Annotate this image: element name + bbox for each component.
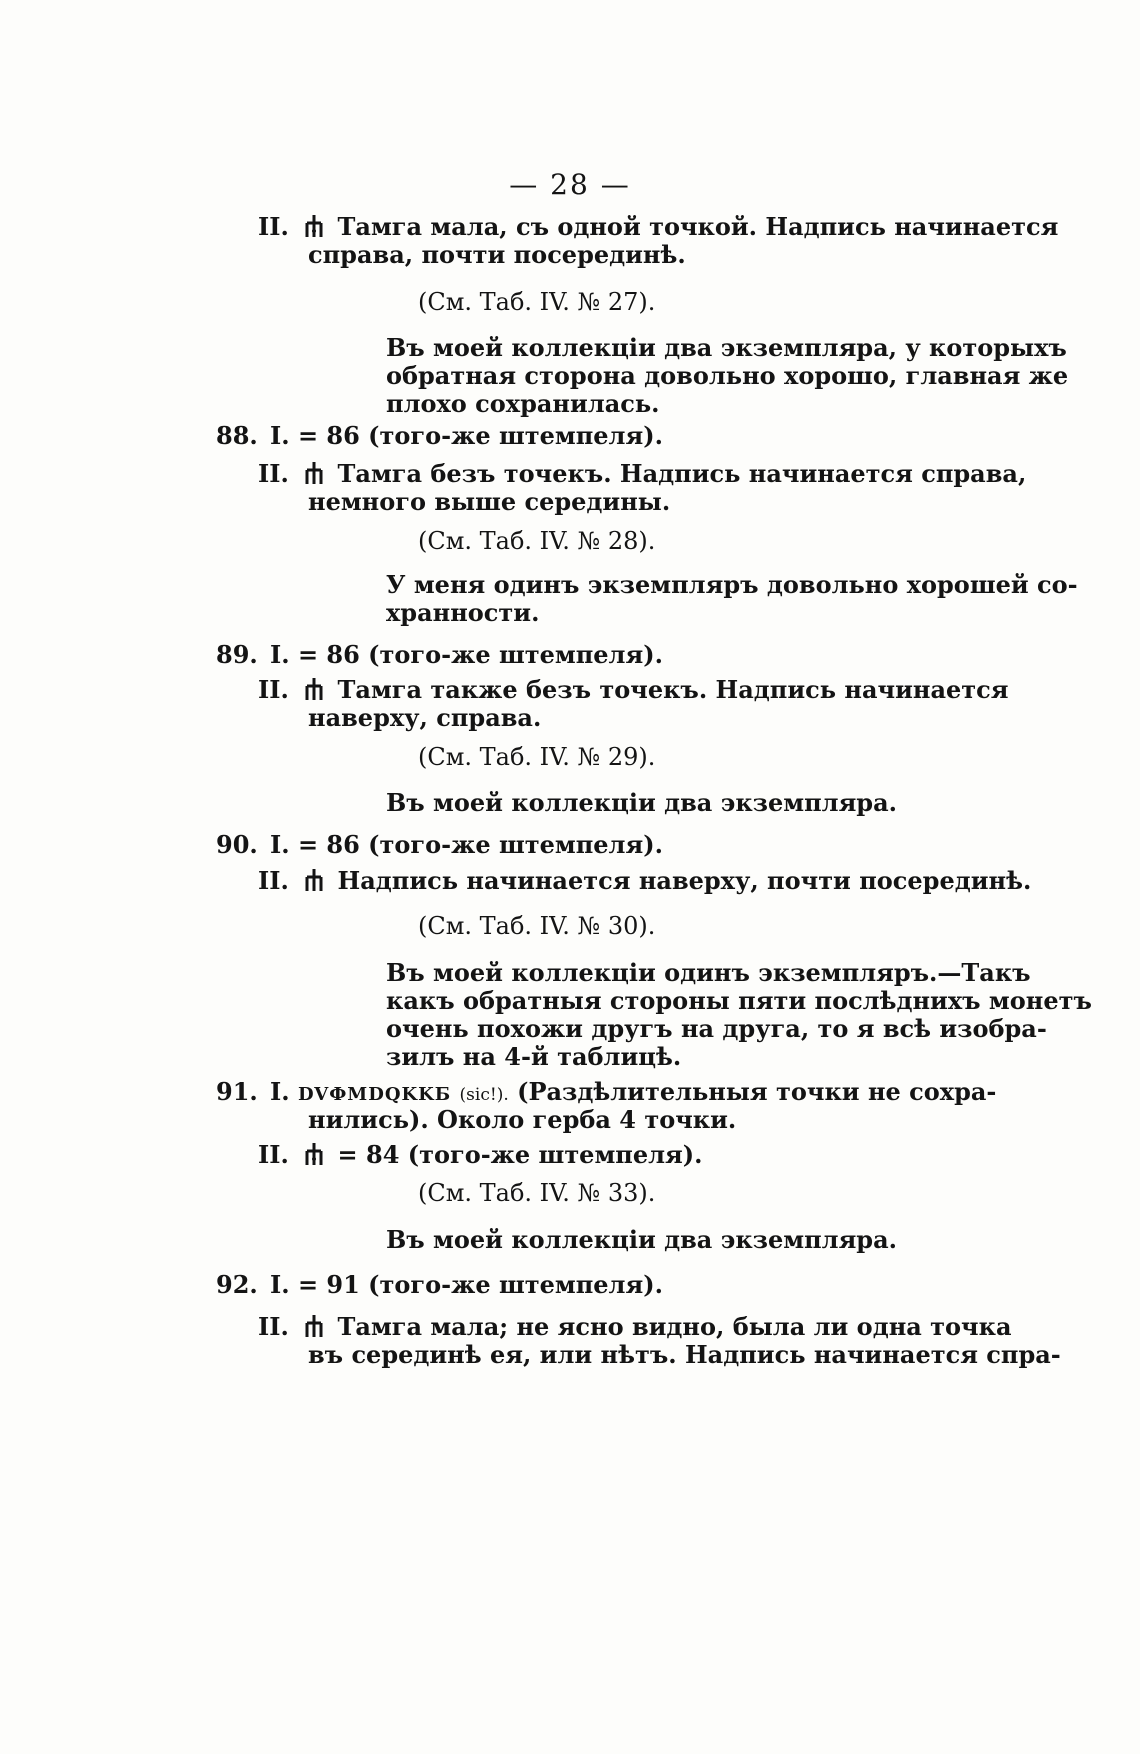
note-line: очень похожи другъ на друга, то я всѣ изобра- [386, 1014, 1047, 1043]
entry-line: наверху, справа. [308, 703, 542, 732]
entry-line [258, 1140, 703, 1170]
side-label: I. [270, 1270, 290, 1299]
note-line: какъ обратныя стороны пяти послѣднихъ монетъ [386, 986, 1092, 1015]
entry-text: = 86 (того-же штемпеля). [297, 830, 663, 859]
plate-reference: (См. Таб. IV. № 30). [418, 912, 656, 940]
entry-text: = 86 (того-же штемпеля). [297, 640, 663, 669]
entry-line: справа, почти посерединѣ. [308, 240, 686, 269]
side-label: II. [258, 1312, 289, 1341]
entry-number: 89. [216, 640, 258, 669]
entry-text: Тамга безъ точекъ. Надпись начинается справа, [337, 459, 1027, 488]
entry-text: = 91 (того-же штемпеля). [297, 1270, 663, 1299]
entry-line [258, 866, 1031, 896]
plate-reference: (См. Таб. IV. № 27). [418, 288, 656, 316]
side-label: II. [258, 1140, 289, 1169]
tamga-icon [303, 1313, 325, 1339]
entry-line [258, 212, 1058, 242]
entry-line [270, 830, 663, 860]
tamga-icon [303, 460, 325, 486]
entry-line [270, 421, 663, 451]
entry-line [270, 1270, 663, 1300]
entry-text: Тамга мала, съ одной точкой. Надпись начинается [337, 212, 1059, 241]
entry-line [270, 640, 663, 670]
entry-number: 92. [216, 1270, 258, 1299]
note-line: обратная сторона довольно хорошо, главная же [386, 361, 1069, 390]
side-label: I. [270, 1077, 290, 1106]
sic-note: (sic!). [459, 1085, 509, 1105]
side-label: I. [270, 640, 290, 669]
side-label: II. [258, 866, 289, 895]
page-number: — 28 — [509, 168, 631, 201]
entry-line: немного выше середины. [308, 487, 671, 516]
entry-text: Надпись начинается наверху, почти посерединѣ. [337, 866, 1032, 895]
entry-text: Тамга мала; не ясно видно, была ли одна точка [337, 1312, 1012, 1341]
tamga-icon [303, 676, 325, 702]
note-line: Въ моей коллекціи два экземпляра. [386, 788, 897, 817]
entry-line: нились). Около герба 4 точки. [308, 1105, 737, 1134]
note-line: Въ моей коллекціи одинъ экземпляръ.—Такъ [386, 958, 1031, 987]
side-label: I. [270, 830, 290, 859]
tamga-icon [303, 1141, 325, 1167]
entry-line [258, 1312, 1012, 1342]
tamga-icon [303, 867, 325, 893]
entry-number: 91. [216, 1077, 258, 1106]
plate-reference: (См. Таб. IV. № 33). [418, 1179, 656, 1207]
tamga-icon [303, 213, 325, 239]
plate-reference: (См. Таб. IV. № 29). [418, 743, 656, 771]
entry-text: Тамга также безъ точекъ. Надпись начинается [337, 675, 1009, 704]
side-label: II. [258, 675, 289, 704]
entry-number: 88. [216, 421, 258, 450]
note-line: У меня одинъ экземпляръ довольно хорошей со- [386, 570, 1078, 599]
note-line: Въ моей коллекціи два экземпляра. [386, 1225, 897, 1254]
note-line: плохо сохранилась. [386, 389, 660, 418]
entry-number: 90. [216, 830, 258, 859]
entry-line: въ серединѣ ея, или нѣтъ. Надпись начинается спра- [308, 1340, 1061, 1369]
plate-reference: (См. Таб. IV. № 28). [418, 527, 656, 555]
coin-legend: DVФMDQKKБ [297, 1084, 452, 1105]
note-line: Въ моей коллекціи два экземпляра, у которыхъ [386, 333, 1067, 362]
entry-text: (Раздѣлительныя точки не сохра- [517, 1077, 997, 1106]
entry-line [258, 459, 1026, 489]
entry-text: = 84 (того-же штемпеля). [337, 1140, 703, 1169]
note-line: зилъ на 4-й таблицѣ. [386, 1042, 682, 1071]
note-line: хранности. [386, 598, 540, 627]
side-label: II. [258, 212, 289, 241]
side-label: II. [258, 459, 289, 488]
entry-line [258, 675, 1008, 705]
entry-text: = 86 (того-же штемпеля). [297, 421, 663, 450]
side-label: I. [270, 421, 290, 450]
